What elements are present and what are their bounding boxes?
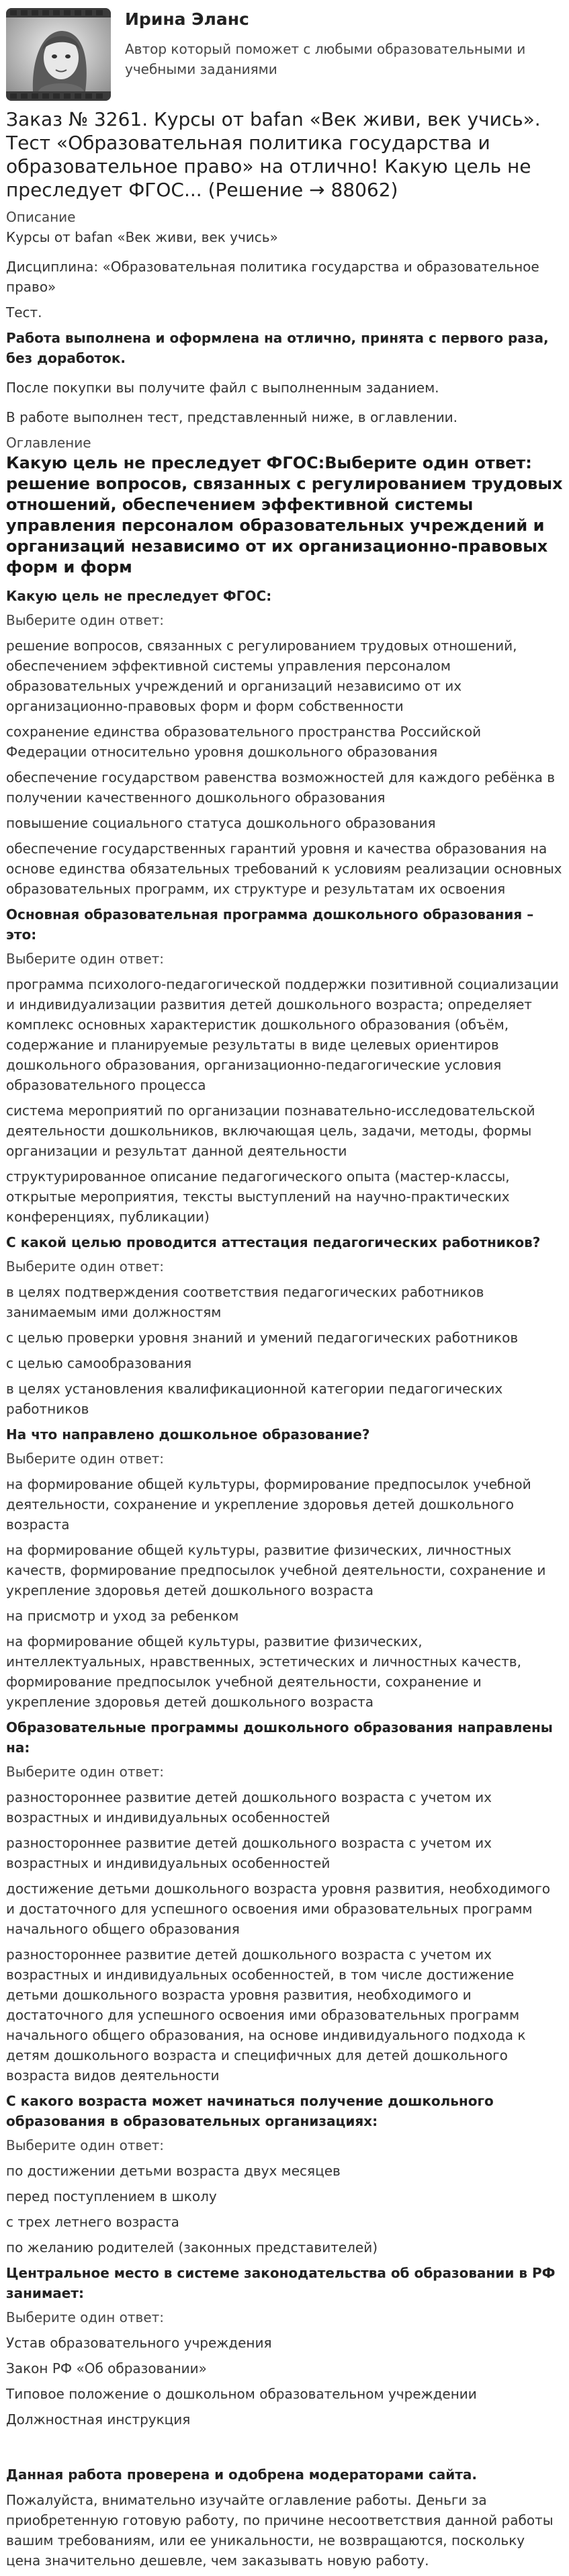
after-purchase-text: После покупки вы получите файл с выполненным заданием. (6, 380, 439, 396)
answer-option: на формирование общей культуры, развитие физических, интеллектуальных, нравственных, эстетических и личностных качеств, формирование предпосылок учебной деятельности, сохранение и укрепление здоровья детей дошкольного возраста (6, 1633, 521, 1710)
question-title: На что направлено дошкольное образование? (6, 1426, 370, 1443)
answer-option: программа психолого-педагогической поддержки позитивной социализации и индивидуализации развития детей дошкольного возраста; определяет комплекс основных характеристик дошкольного образования (объём, содержание и планируемые результаты в виде целевых ориентиров дошкольного образования, организационно-педагогические условия образовательного процесса (6, 976, 559, 1093)
answer-option: повышение социального статуса дошкольного образования (6, 815, 436, 831)
answer-option: Должностная инструкция (6, 2411, 191, 2428)
answer-option: сохранение единства образовательного пространства Российской Федерации относительно уровня дошкольного образования (6, 724, 482, 760)
refund-note: Пожалуйста, внимательно изучайте оглавление работы. Деньги за приобретенную готовую работу, по причине несоответствия данной работы вашим требованиям, или ее уникальности, не возвращаются, поскольку цена значительно дешевле, чем заказывать новую работу. (6, 2492, 554, 2569)
question-block (6, 1424, 563, 1712)
answer-option: с трех летнего возраста (6, 2214, 179, 2230)
question-title: Образовательные программы дошкольного образования направлены на: (6, 1719, 553, 1756)
answer-option: обеспечение государством равенства возможностей для каждого ребёнка в получении качественного дошкольного образования (6, 769, 556, 806)
question-prompt: Выберите один ответ: (6, 2309, 165, 2325)
answer-option: на формирование общей культуры, формирование предпосылок учебной деятельности, сохранение и укрепление здоровья детей дошкольного возраста (6, 1476, 531, 1533)
answer-option: обеспечение государственных гарантий уровня и качества образования на основе единства обязательных требований к условиям реализации основных образовательных программ, их структуре и результатам их освоения (6, 841, 562, 897)
question-prompt: Выберите один ответ: (6, 1764, 165, 1780)
answer-option: по желанию родителей (законных представителей) (6, 2239, 378, 2256)
answer-option: в целях установления квалификационной категории педагогических работников (6, 1381, 503, 1417)
answer-option: по достижении детьми возраста двух месяцев (6, 2163, 341, 2179)
question-prompt: Выберите один ответ: (6, 1451, 165, 1467)
verified-note: Данная работа проверена и одобрена модераторами сайта. (6, 2466, 477, 2483)
answer-option: разностороннее развитие детей дошкольного возраста с учетом их возрастных и индивидуальных особенностей (6, 1789, 492, 1826)
question-block (6, 2091, 563, 2258)
question-title: Основная образовательная программа дошкольного образования – это: (6, 906, 534, 943)
question-prompt: Выберите один ответ: (6, 2137, 165, 2153)
question-block (6, 2263, 563, 2430)
question-title: С какого возраста может начинаться получение дошкольного образования в образовательных организациях: (6, 2093, 494, 2129)
answer-option: структурированное описание педагогического опыта (мастер-классы, открытые мероприятия, тексты выступлений на научно-практических конференциях, публикации) (6, 1168, 510, 1225)
description-section (6, 207, 563, 427)
author-name[interactable]: Ирина Эланс (125, 9, 249, 29)
author-description: Автор который поможет с любыми образовательными и учебными заданиями (125, 41, 526, 77)
question-block (6, 1717, 563, 2086)
answer-option: в целях подтверждения соответствия педагогических работников занимаемым ими должностям (6, 1284, 484, 1320)
question-prompt: Выберите один ответ: (6, 951, 165, 967)
answer-option: решение вопросов, связанных с регулированием трудовых отношений, обеспечением эффективной системы управления персоналом образовательных учреждений и организаций независимо от их организационно-правовых форм и форм собственности (6, 638, 517, 714)
answer-option: с целью проверки уровня знаний и умений педагогических работников (6, 1330, 519, 1346)
toc-section (6, 433, 563, 578)
avatar-photo-icon (6, 8, 111, 101)
question-block (6, 586, 563, 899)
discipline-text: Дисциплина: «Образовательная политика государства и образовательное право» (6, 259, 539, 295)
questions-list (6, 586, 563, 2430)
done-note: Работа выполнена и оформлена на отлично, принята с первого раза, без доработок. (6, 330, 549, 366)
content-note: В работе выполнен тест, представленный ниже, в оглавлении. (6, 409, 458, 425)
courses-text: Курсы от bafan «Век живи, век учись» (6, 229, 278, 245)
question-title: Какую цель не преследует ФГОС: (6, 588, 272, 604)
question-block (6, 1232, 563, 1419)
avatar[interactable] (6, 8, 111, 101)
answer-option: разностороннее развитие детей дошкольного возраста с учетом их возрастных и индивидуальных особенностей, в том числе достижение детьми дошкольного возраста уровня развития, необходимого и достаточного для успешного освоения ими образовательных программ начального общего образования, на основе индивидуального подхода к детям дошкольного возраста и специфичных для детей дошкольного возраста видов деятельности (6, 1946, 526, 2084)
answer-option: на формирование общей культуры, развитие физических, личностных качеств, формирование предпосылок учебной деятельности, сохранение и укрепление здоровья детей дошкольного возраста (6, 1542, 546, 1598)
answer-option: достижение детьми дошкольного возраста уровня развития, необходимого и достаточного для успешного освоения ими образовательных программ начального общего образования (6, 1881, 551, 1937)
answer-option: перед поступлением в школу (6, 2188, 217, 2204)
toc-label: Оглавление (6, 435, 91, 451)
description-label: Описание (6, 209, 76, 225)
answer-option: разностороннее развитие детей дошкольного возраста с учетом их возрастных и индивидуальных особенностей (6, 1835, 492, 1871)
type-text: Тест. (6, 304, 42, 320)
question-prompt: Выберите один ответ: (6, 1258, 165, 1275)
answer-option: Закон РФ «Об образовании» (6, 2360, 207, 2376)
author-header (6, 7, 563, 108)
answer-option: на присмотр и уход за ребенком (6, 1608, 239, 1624)
footer (6, 2464, 563, 2571)
answer-option: с целью самообразования (6, 1355, 192, 1371)
question-title: С какой целью проводится аттестация педагогических работников? (6, 1234, 541, 1250)
answer-option: Типовое положение о дошкольном образовательном учреждении (6, 2386, 477, 2402)
order-title: Заказ № 3261. Курсы от bafan «Век живи, век учись». Тест «Образовательная политика государства и образовательное право» на отлично! Какую цель не преследует ФГОС... (Решение → 88062) (6, 108, 541, 201)
answer-option: система мероприятий по организации познавательно-исследовательской деятельности дошкольников, включающая цель, задачи, методы, формы организации и результат данной деятельности (6, 1103, 535, 1159)
toc-title: Какую цель не преследует ФГОС:Выберите один ответ: решение вопросов, связанных с регулированием трудовых отношений, обеспечением эффективной системы управления персоналом образовательных учреждений и организаций независимо от их организационно-правовых форм и форм (6, 454, 563, 576)
question-title: Центральное место в системе законодательства об образовании в РФ занимает: (6, 2265, 556, 2301)
answer-option: Устав образовательного учреждения (6, 2335, 272, 2351)
question-block (6, 904, 563, 1227)
question-prompt: Выберите один ответ: (6, 612, 165, 628)
